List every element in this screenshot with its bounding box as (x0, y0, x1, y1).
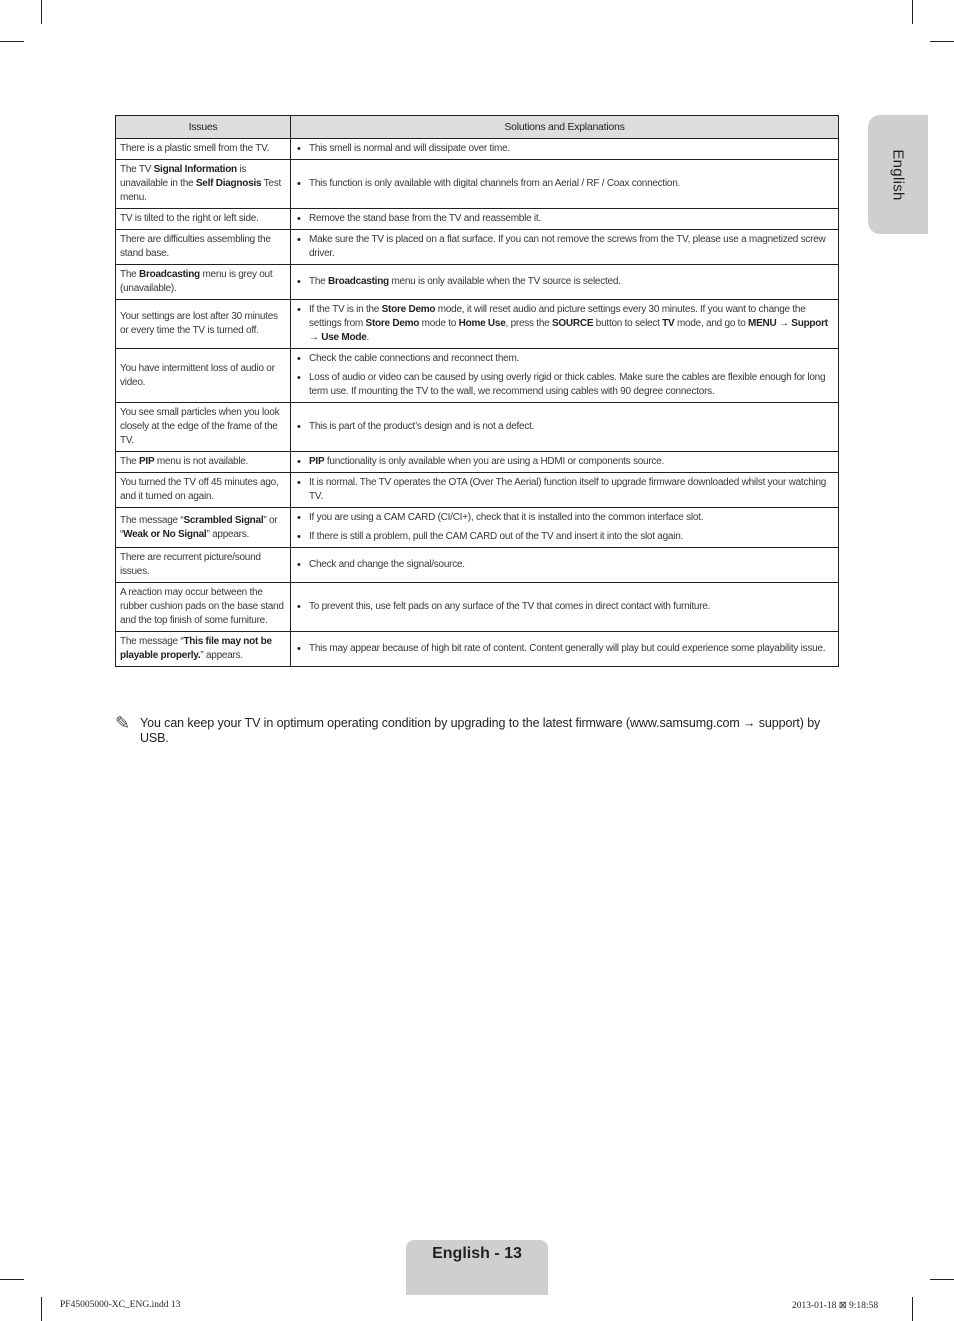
text-segment: There is a plastic smell from the TV. (120, 143, 270, 154)
solution-item (295, 530, 832, 544)
issue-cell (116, 632, 291, 667)
text-segment: If there is still a problem, pull the CAM CARD out of the TV and insert it into the slot again. (309, 531, 684, 542)
text-segment: mode to (419, 318, 459, 329)
issue-cell (116, 160, 291, 209)
bold-term: Signal Information (153, 164, 237, 175)
solution-item (295, 275, 832, 289)
text-segment: The message “ (120, 514, 184, 526)
solution-list (295, 420, 832, 434)
text-segment: mode, it will reset audio and picture settings every 30 minutes. If you want to change the settings from (309, 304, 806, 329)
text-segment: To prevent this, use felt pads on any surface of the TV that comes in direct contact with furniture. (309, 601, 711, 612)
text-segment: This function is only available with digital channels from an Aerial / RF / Coax connection. (309, 178, 681, 189)
text-segment: functionality is only available when you are using a HDMI or components source. (324, 456, 665, 467)
solution-list (295, 303, 832, 345)
language-side-tab (868, 115, 928, 234)
text-segment: Loss of audio or video can be caused by using overly rigid or thick cables. Make sure the cables are flexible enough for long term use. If mounting the TV to the wall, we recommend using cables with 90 degree connectors. (309, 372, 826, 397)
text-segment: ” appears. (206, 528, 249, 540)
solution-list (295, 511, 832, 544)
note-text: You can keep your TV in optimum operating condition by upgrading to the latest firmware (www.samsumg.com → support) by USB. (140, 716, 821, 745)
language-tab-label: English (889, 148, 907, 201)
text-segment: You have intermittent loss of audio or video. (120, 362, 275, 388)
text-segment: You see small particles when you look closely at the edge of the frame of the TV. (120, 407, 280, 446)
solution-cell (291, 209, 839, 230)
solution-cell (291, 300, 839, 349)
text-segment: Check and change the signal/source. (309, 559, 465, 570)
text-segment: TV is tilted to the right or left side. (120, 213, 259, 224)
text-segment: You turned the TV off 45 minutes ago, and it turned on again. (120, 477, 279, 502)
header-solutions: Solutions and Explanations (291, 116, 839, 139)
table-row (116, 349, 839, 403)
text-segment: . (366, 332, 370, 343)
issue-cell (116, 139, 291, 160)
header-issues: Issues (116, 116, 291, 139)
text-segment: The message “ (120, 636, 184, 647)
text-segment: The (120, 269, 140, 280)
solution-cell (291, 452, 839, 473)
text-segment: A reaction may occur between the rubber cushion pads on the base stand and the top finish of some furniture. (120, 587, 284, 626)
table-row (116, 300, 839, 349)
text-segment: There are recurrent picture/sound issues. (120, 552, 261, 577)
footer-timestamp: 2013-01-18 ⊠ 9:18:58 (792, 1301, 879, 1311)
text-segment: menu is grey out (unavailable). (120, 269, 273, 294)
solution-list (295, 476, 832, 504)
solution-list (295, 600, 832, 614)
solution-item (295, 142, 832, 156)
solution-item (295, 476, 832, 504)
text-segment: This is part of the product’s design and is not a defect. (309, 421, 535, 432)
solution-list (295, 212, 832, 226)
table-row (116, 583, 839, 632)
solution-item (295, 642, 832, 656)
solution-list (295, 177, 832, 191)
solution-item (295, 511, 832, 525)
crop-mark (930, 41, 954, 42)
solution-item (295, 177, 832, 191)
pencil-note-icon: ✎ (115, 713, 130, 733)
table-row (116, 508, 839, 548)
text-segment: Make sure the TV is placed on a flat surface. If you can not remove the screws from the TV, please use a magnetized screw driver. (309, 234, 826, 259)
solution-list (295, 142, 832, 156)
solution-item (295, 303, 832, 345)
text-segment: , press the (505, 318, 552, 329)
page-number: English - 13 (432, 1245, 522, 1262)
solution-cell (291, 548, 839, 583)
issue-cell (116, 349, 291, 403)
crop-mark (912, 0, 913, 24)
text-segment: This smell is normal and will dissipate over time. (309, 143, 510, 154)
table-header-row (116, 116, 839, 139)
crop-mark (912, 1297, 913, 1321)
solution-cell (291, 583, 839, 632)
crop-mark (0, 1279, 24, 1280)
bold-term: SOURCE (551, 318, 594, 329)
solution-item (295, 420, 832, 434)
bold-term: MENU → Support → Use Mode (309, 318, 828, 343)
solution-cell (291, 349, 839, 403)
issue-cell (116, 473, 291, 508)
table-row (116, 473, 839, 508)
text-segment: This may appear because of high bit rate of content. Content generally will play but could experience some playability issue. (309, 643, 826, 654)
table-row (116, 403, 839, 452)
solution-item (295, 558, 832, 572)
text-segment: ” or “ (120, 514, 278, 540)
crop-mark (41, 1297, 42, 1321)
bold-term: Broadcasting (328, 276, 389, 287)
table-row (116, 265, 839, 300)
solution-list (295, 233, 832, 261)
table-row (116, 632, 839, 667)
solution-list (295, 558, 832, 572)
text-segment: Your settings are lost after 30 minutes or every time the TV is turned off. (120, 311, 278, 336)
solution-item (295, 352, 832, 366)
bold-term: This file may not be playable properly. (120, 636, 272, 661)
text-segment: button to select (593, 318, 663, 329)
bold-term: Store Demo (365, 318, 420, 329)
solution-list (295, 275, 832, 289)
text-segment: menu is not available. (154, 456, 249, 467)
footer-filename: PF45005000-XC_ENG.indd 13 (60, 1300, 181, 1310)
bold-term: TV (662, 318, 675, 329)
solution-cell (291, 473, 839, 508)
text-segment: If you are using a CAM CARD (CI/CI+), check that it is installed into the common interface slot. (309, 512, 704, 523)
bold-term: Store Demo (381, 304, 436, 315)
text-segment: Check the cable connections and reconnect them. (309, 353, 520, 364)
text-segment: If the TV is in the (309, 304, 382, 315)
table-body (116, 139, 839, 667)
firmware-note (115, 713, 839, 746)
issue-cell (116, 583, 291, 632)
table-row (116, 548, 839, 583)
text-segment: mode, and go to (674, 318, 749, 329)
bold-term: PIP (309, 456, 325, 467)
bold-term: Self Diagnosis (195, 178, 262, 189)
solution-list (295, 455, 832, 469)
solution-item (295, 371, 832, 399)
solution-cell (291, 230, 839, 265)
solution-cell (291, 160, 839, 209)
troubleshooting-table (115, 115, 839, 667)
solution-cell (291, 265, 839, 300)
table-row (116, 209, 839, 230)
solution-cell (291, 508, 839, 548)
bold-term: PIP (139, 456, 155, 467)
bold-term: Scrambled Signal (183, 514, 264, 526)
text-segment: There are difficulties assembling the stand base. (120, 234, 271, 259)
issue-cell (116, 300, 291, 349)
text-segment: Test menu. (120, 178, 281, 203)
bold-term: Weak or No Signal (123, 528, 207, 540)
issue-cell (116, 403, 291, 452)
bold-term: Home Use (458, 318, 506, 329)
bold-term: Broadcasting (139, 269, 200, 280)
text-segment: The (309, 276, 329, 287)
text-segment: Remove the stand base from the TV and reassemble it. (309, 213, 541, 224)
text-segment: is unavailable in the (120, 164, 247, 189)
solution-item (295, 455, 832, 469)
issue-cell (116, 548, 291, 583)
solution-list (295, 352, 832, 399)
text-segment: menu is only available when the TV source is selected. (388, 276, 621, 287)
table-row (116, 139, 839, 160)
solution-cell (291, 632, 839, 667)
solution-item (295, 233, 832, 261)
crop-mark (0, 41, 24, 42)
solution-cell (291, 139, 839, 160)
crop-mark (930, 1279, 954, 1280)
text-segment: ” appears. (200, 650, 243, 661)
text-segment: It is normal. The TV operates the OTA (Over The Aerial) function itself to upgrade firmware downloaded whilst your watching TV. (309, 477, 827, 502)
issue-cell (116, 209, 291, 230)
crop-mark (41, 0, 42, 24)
solution-item (295, 212, 832, 226)
issue-cell (116, 508, 291, 548)
issue-cell (116, 265, 291, 300)
page-number-badge (406, 1240, 548, 1295)
issue-cell (116, 230, 291, 265)
solution-list (295, 642, 832, 656)
table-row (116, 452, 839, 473)
table-row (116, 160, 839, 209)
issue-cell (116, 452, 291, 473)
text-segment: The TV (120, 164, 154, 175)
table-row (116, 230, 839, 265)
solution-item (295, 600, 832, 614)
text-segment: The (120, 456, 140, 467)
solution-cell (291, 403, 839, 452)
